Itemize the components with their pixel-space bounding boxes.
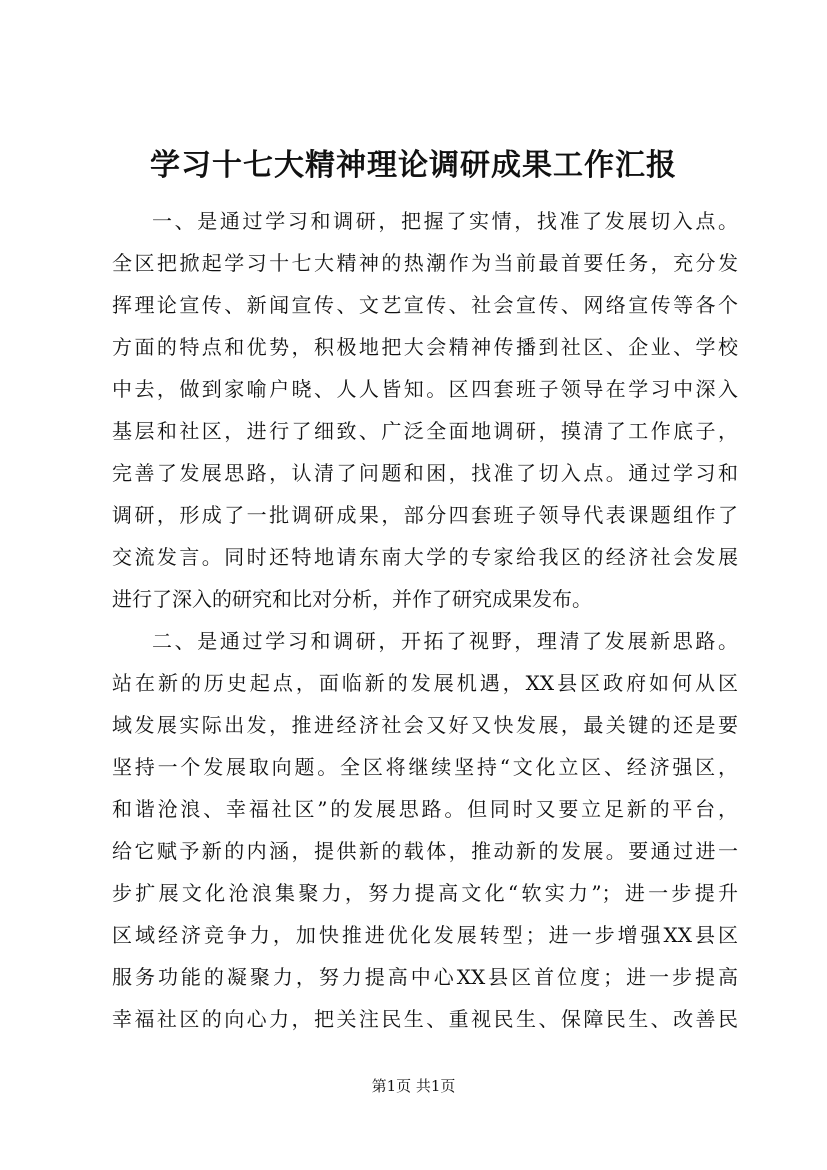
paragraph-2-line-7: 步扩展文化沧浪集聚力，努力提高文化“软实力”；进一步提升	[112, 881, 738, 905]
paragraph-2-line-2: 站在新的历史起点，面临新的发展机遇，XX县区政府如何从区	[112, 671, 738, 695]
paragraph-2-line-3: 域发展实际出发，推进经济社会又好又快发展，最关键的还是要	[112, 713, 738, 737]
paragraph-1-line-1: 一、是通过学习和调研，把握了实情，找准了发展切入点。	[152, 209, 738, 233]
paragraph-2-line-1: 二、是通过学习和调研，开拓了视野，理清了发展新思路。	[152, 629, 738, 653]
page-number-footer: 第1页 共1页	[371, 1077, 456, 1095]
paragraph-1-line-10: 进行了深入的研究和比对分析，并作了研究成果发布。	[112, 587, 592, 611]
paragraph-1-line-4: 方面的特点和优势，积极地把大会精神传播到社区、企业、学校	[112, 335, 738, 359]
paragraph-2-line-6: 给它赋予新的内涵，提供新的载体，推动新的发展。要通过进一	[112, 839, 738, 863]
paragraph-1-line-3: 挥理论宣传、新闻宣传、文艺宣传、社会宣传、网络宣传等各个	[112, 293, 738, 317]
document-title: 学习十七大精神理论调研成果工作汇报	[150, 148, 677, 183]
paragraph-1-line-5: 中去，做到家喻户晓、人人皆知。区四套班子领导在学习中深入	[112, 377, 738, 401]
paragraph-1-line-2: 全区把掀起学习十七大精神的热潮作为当前最首要任务，充分发	[112, 251, 738, 275]
paragraph-2-line-8: 区域经济竞争力，加快推进优化发展转型；进一步增强XX县区	[112, 923, 738, 947]
paragraph-2-line-9: 服务功能的凝聚力，努力提高中心XX县区首位度；进一步提高	[112, 965, 738, 989]
paragraph-1-line-8: 调研，形成了一批调研成果，部分四套班子领导代表课题组作了	[112, 503, 738, 527]
document-body	[112, 200, 738, 1040]
paragraph-1-line-7: 完善了发展思路，认清了问题和困，找准了切入点。通过学习和	[112, 461, 738, 485]
paragraph-2-line-10: 幸福社区的向心力，把关注民生、重视民生、保障民生、改善民	[112, 1007, 738, 1031]
paragraph-2-line-5: 和谐沧浪、幸福社区”的发展思路。但同时又要立足新的平台，	[112, 797, 738, 821]
paragraph-1-line-9: 交流发言。同时还特地请东南大学的专家给我区的经济社会发展	[112, 545, 738, 569]
paragraph-2-line-4: 坚持一个发展取向题。全区将继续坚持“文化立区、经济强区，	[112, 755, 738, 779]
paragraph-1-line-6: 基层和社区，进行了细致、广泛全面地调研，摸清了工作底子，	[112, 419, 738, 443]
